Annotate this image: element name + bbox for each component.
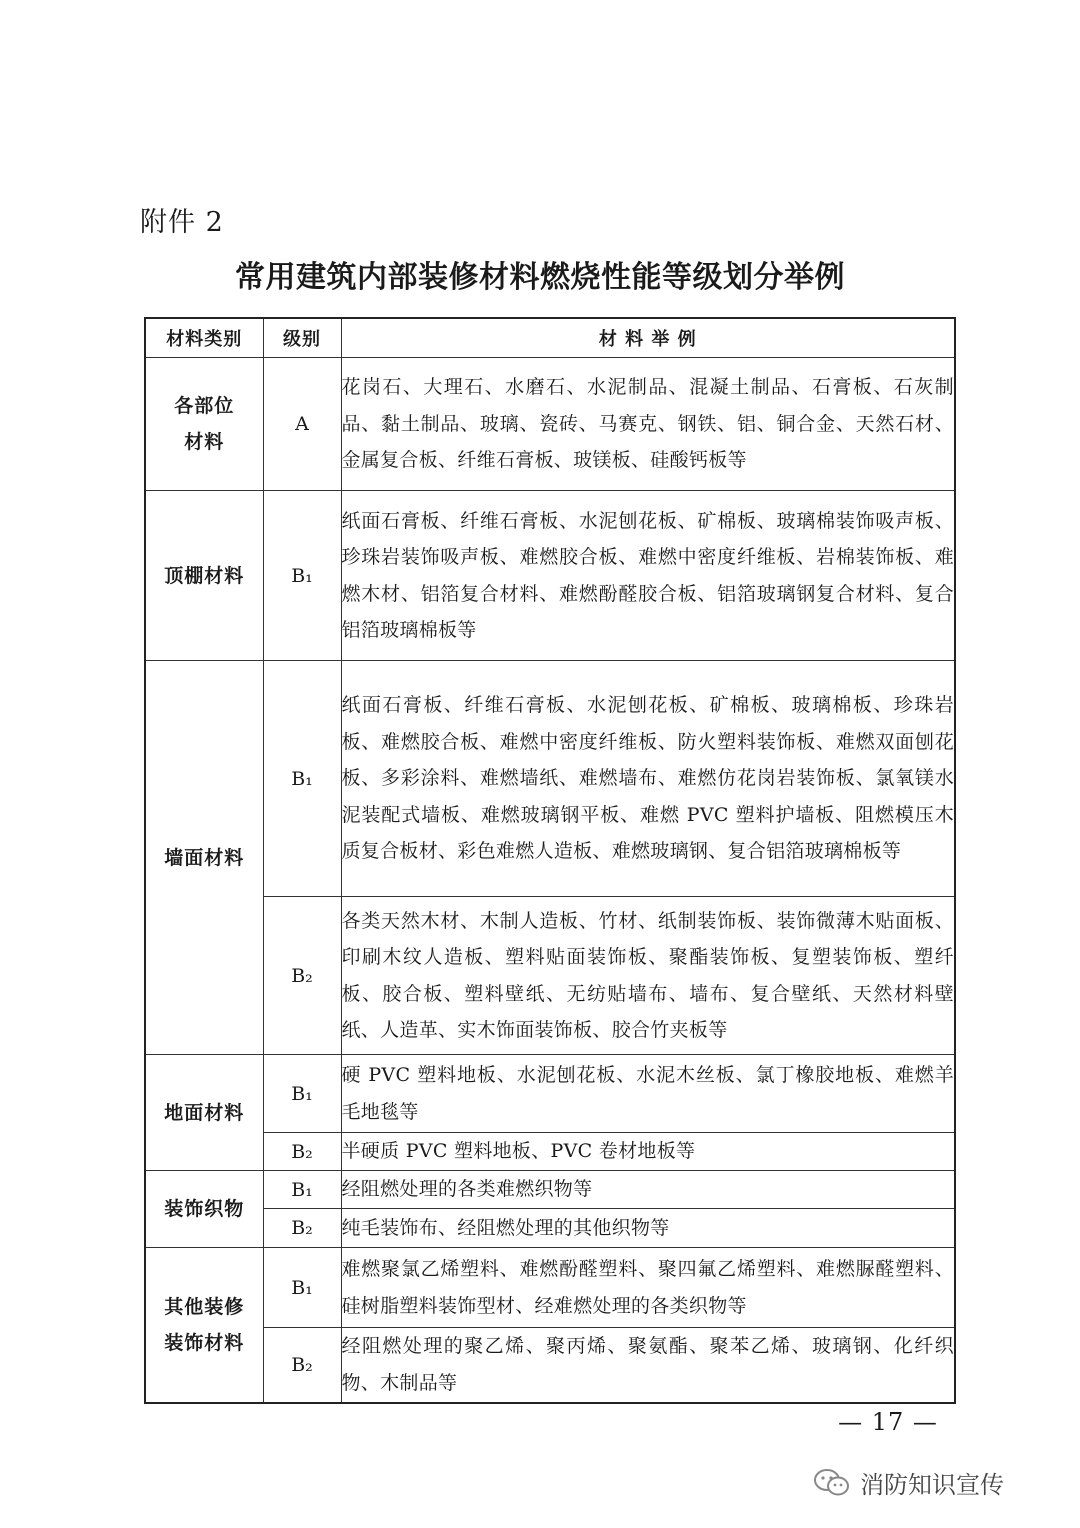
attachment-label: 附件 2 xyxy=(140,207,224,238)
category-label: 装饰织物 xyxy=(164,1198,245,1220)
grade-cell: B₁ xyxy=(263,491,341,661)
table-row xyxy=(145,358,955,491)
category-label: 顶棚材料 xyxy=(164,564,245,587)
examples-cell: 经阻燃处理的聚乙烯、聚丙烯、聚氨酯、聚苯乙烯、玻璃钢、化纤织物、木制品等 xyxy=(341,1328,955,1403)
header-examples: 材 料 举 例 xyxy=(341,318,955,358)
material-grade-table xyxy=(144,317,956,1404)
table-row xyxy=(145,1248,955,1328)
examples-cell: 纸面石膏板、纤维石膏板、水泥刨花板、矿棉板、玻璃棉板、珍珠岩板、难燃胶合板、难燃中密度纤维板、防火塑料装饰板、难燃双面刨花板、多彩涂料、难燃墙纸、难燃墙布、难燃仿花岗岩装饰板、氯氧镁水泥装配式墙板、难燃玻璃钢平板、难燃 PVC 塑料护墙板、阻燃模压木质复合板材、彩色难燃人造板、难燃玻璃钢、复合铝箔玻璃棉板等 xyxy=(341,661,955,897)
category-label: 其他装修 装饰材料 xyxy=(164,1295,245,1354)
grade-cell: B₂ xyxy=(263,897,341,1055)
wechat-icon xyxy=(812,1467,852,1499)
examples-cell: 各类天然木材、木制人造板、竹材、纸制装饰板、装饰微薄木贴面板、印刷木纹人造板、塑料贴面装饰板、聚酯装饰板、复塑装饰板、塑纤板、胶合板、塑料壁纸、无纺贴墙布、墙布、复合壁纸、天然材料壁纸、人造革、实木饰面装饰板、胶合竹夹板等 xyxy=(341,897,955,1055)
table-row xyxy=(145,1209,955,1248)
table-header-row xyxy=(145,318,955,358)
table-row xyxy=(145,1171,955,1209)
document-title: 常用建筑内部装修材料燃烧性能等级划分举例 xyxy=(235,260,845,295)
grade-cell: B₂ xyxy=(263,1133,341,1171)
grade-cell: B₁ xyxy=(263,661,341,897)
grade-cell: B₂ xyxy=(263,1328,341,1403)
examples-cell: 难燃聚氯乙烯塑料、难燃酚醛塑料、聚四氟乙烯塑料、难燃脲醛塑料、硅树脂塑料装饰型材、经难燃处理的各类织物等 xyxy=(341,1248,955,1328)
examples-cell: 半硬质 PVC 塑料地板、PVC 卷材地板等 xyxy=(341,1133,955,1171)
table-row xyxy=(145,1055,955,1133)
examples-cell: 经阻燃处理的各类难燃织物等 xyxy=(341,1171,955,1209)
table-row xyxy=(145,1133,955,1171)
category-cell xyxy=(145,1248,263,1403)
grade-cell: B₁ xyxy=(263,1248,341,1328)
watermark-brand xyxy=(812,1465,1004,1500)
category-label: 地面材料 xyxy=(164,1101,245,1124)
table-row xyxy=(145,491,955,661)
category-cell xyxy=(145,1171,263,1248)
examples-cell: 纯毛装饰布、经阻燃处理的其他织物等 xyxy=(341,1209,955,1248)
category-label: 墙面材料 xyxy=(164,846,245,869)
table-row xyxy=(145,661,955,897)
grade-cell: A xyxy=(263,358,341,491)
category-label: 各部位 材料 xyxy=(174,395,235,453)
examples-cell: 纸面石膏板、纤维石膏板、水泥刨花板、矿棉板、玻璃棉装饰吸声板、珍珠岩装饰吸声板、难燃胶合板、难燃中密度纤维板、岩棉装饰板、难燃木材、铝箔复合材料、难燃酚醛胶合板、铝箔玻璃钢复合材料、复合铝箔玻璃棉板等 xyxy=(341,491,955,661)
table-row xyxy=(145,897,955,1055)
grade-cell: B₂ xyxy=(263,1209,341,1248)
grade-cell: B₁ xyxy=(263,1055,341,1133)
brand-name: 消防知识宣传 xyxy=(860,1471,1004,1499)
examples-cell: 硬 PVC 塑料地板、水泥刨花板、水泥木丝板、氯丁橡胶地板、难燃羊毛地毯等 xyxy=(341,1055,955,1133)
table-row xyxy=(145,1328,955,1403)
page-number: — 17 — xyxy=(838,1408,938,1436)
category-cell xyxy=(145,661,263,1055)
category-cell xyxy=(145,491,263,661)
examples-cell: 花岗石、大理石、水磨石、水泥制品、混凝土制品、石膏板、石灰制品、黏土制品、玻璃、瓷砖、马赛克、钢铁、铝、铜合金、天然石材、金属复合板、纤维石膏板、玻镁板、硅酸钙板等 xyxy=(341,358,955,491)
header-grade: 级别 xyxy=(263,318,341,358)
category-cell xyxy=(145,1055,263,1171)
category-cell xyxy=(145,358,263,491)
header-category: 材料类别 xyxy=(145,318,263,358)
grade-cell: B₁ xyxy=(263,1171,341,1209)
